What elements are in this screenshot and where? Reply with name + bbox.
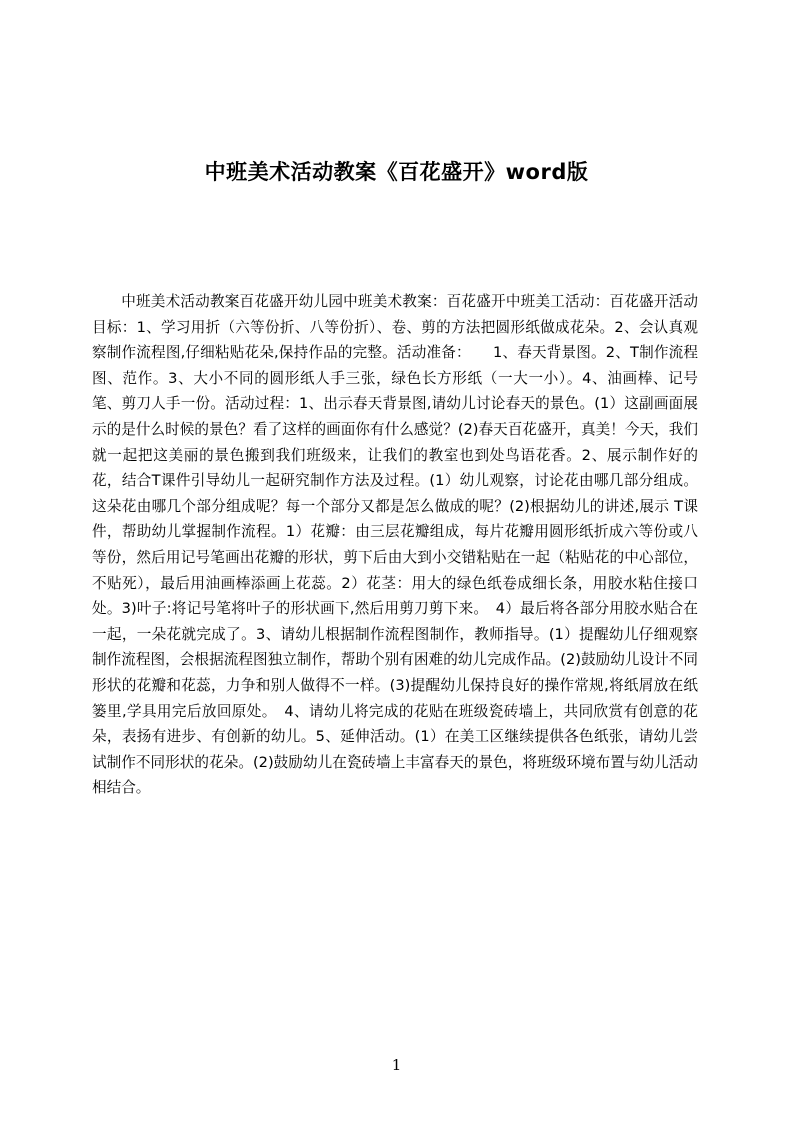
document-body: 中班美术活动教案百花盛开幼儿园中班美术教案：百花盛开中班美工活动：百花盛开活动目标：1、学习用折（六等份折、八等份折）、卷、剪的方法把圆形纸做成花朵。2、会认真观察制作流程图,仔细粘贴花朵,保持作品的完整。活动准备： 1、春天背景图。2、T制作流程图、范作。3、大小不同的圆形纸人手三张，绿色长方形纸（一大一小）。4、油画棒、记号笔、剪刀人手一份。活动过程：1、出示春天背景图,请幼儿讨论春天的景色。(1）这副画面展示的是什么时候的景色？看了这样的画面你有什么感觉？(2)春天百花盛开，真美！今天，我们就一起把这美丽的景色搬到我们班级来，让我们的教室也到处鸟语花香。2、展示制作好的花，结合T课件引导幼儿一起研究制作方法及过程。(1）幼儿观察，讨论花由哪几部分组成。这朵花由哪几个部分组成呢？每一个部分又都是怎么做成的呢？(2)根据幼儿的讲述,展示 T课件，帮助幼儿掌握制作流程。1）花瓣：由三层花瓣组成，每片花瓣用圆形纸折成六等份或八等份，然后用记号笔画出花瓣的形状，剪下后由大到小交错粘贴在一起（粘贴花的中心部位，不贴死），最后用油画棒添画上花蕊。2）花茎：用大的绿色纸卷成细长条，用胶水粘住接口处。3)叶子:将记号笔将叶子的形状画下,然后用剪刀剪下来。 4）最后将各部分用胶水贴合在一起，一朵花就完成了。3、请幼儿根据制作流程图制作，教师指导。(1）提醒幼儿仔细观察制作流程图，会根据流程图独立制作，帮助个别有困难的幼儿完成作品。(2)鼓励幼儿设计不同形状的花瓣和花蕊，力争和别人做得不一样。(3)提醒幼儿保持良好的操作常规,将纸屑放在纸篓里,学具用完后放回原处。 4、请幼儿将完成的花贴在班级瓷砖墙上，共同欣赏有创意的花朵，表扬有进步、有创新的幼儿。5、延伸活动。(1）在美工区继续提供各色纸张，请幼儿尝试制作不同形状的花朵。(2)鼓励幼儿在瓷砖墙上丰富春天的景色，将班级环境布置与幼儿活动相结合。 <box>92 293 698 797</box>
document-title: 中班美术活动教案《百花盛开》word版 <box>204 160 589 185</box>
page-number: 1 <box>391 1056 402 1074</box>
